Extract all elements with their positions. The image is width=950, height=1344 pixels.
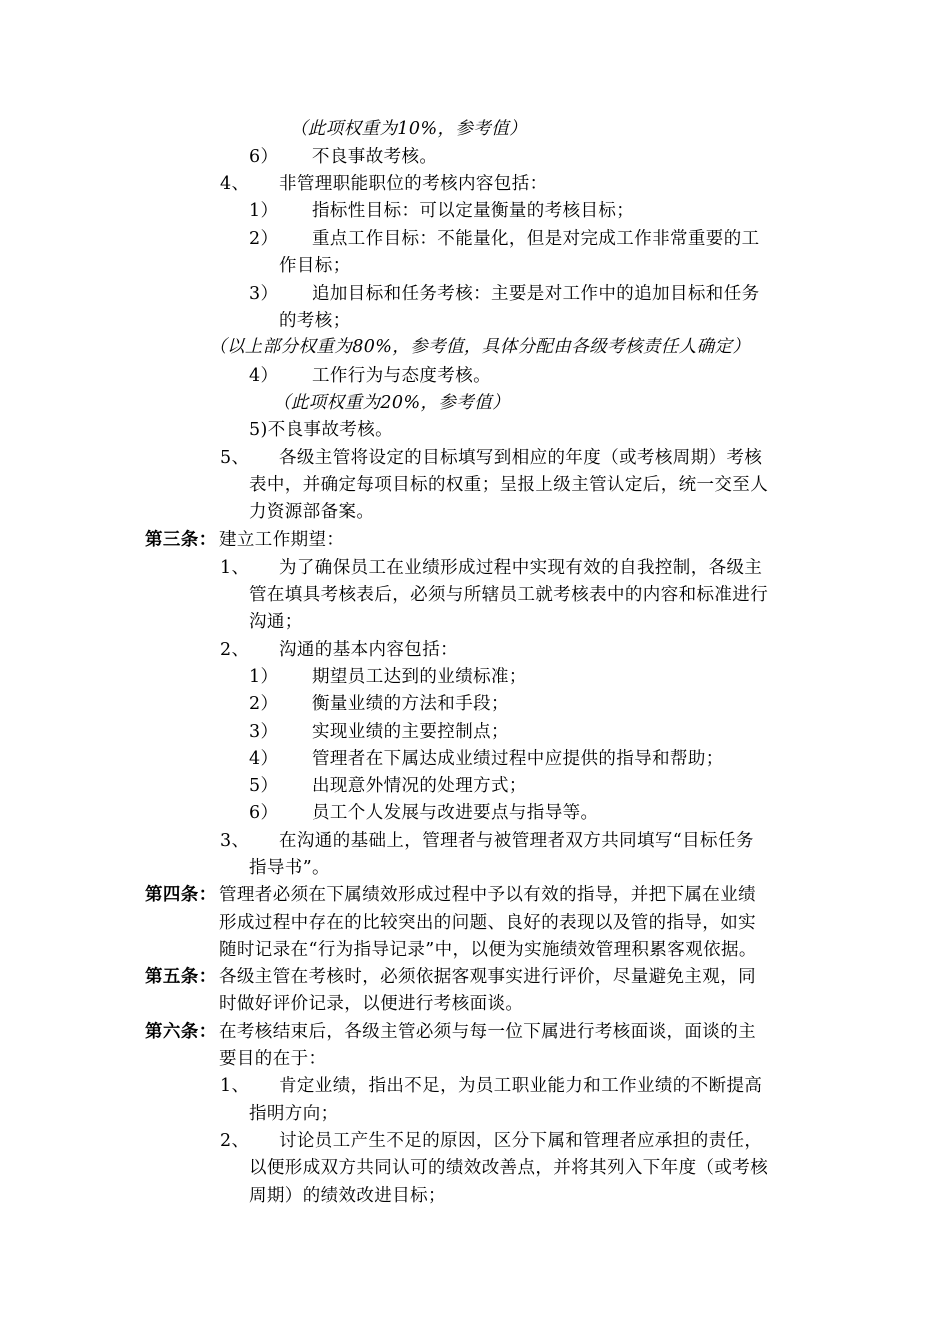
article-text: 建立工作期望：	[219, 530, 345, 550]
item-text: 非管理职能职位的考核内容包括：	[279, 174, 548, 194]
list-item-continuation: 作目标；	[279, 256, 351, 276]
list-item-text: 管理者在下属达成业绩过程中应提供的指导和帮助；	[312, 749, 724, 769]
item-num: 1、	[220, 1076, 250, 1096]
article-text: 管理者必须在下属绩效形成过程中予以有效的指导，并把下属在业绩	[219, 885, 756, 905]
item-continuation: 周期）的绩效改进目标；	[249, 1186, 446, 1206]
article-text: 在考核结束后，各级主管必须与每一位下属进行考核面谈，面谈的主	[219, 1022, 756, 1042]
weight-note-20: （此项权重为20%，参考值）	[273, 393, 510, 413]
list-item-text: 实现业绩的主要控制点；	[312, 722, 509, 742]
weight-note-80: （以上部分权重为80%，参考值，具体分配由各级考核责任人确定）	[209, 337, 751, 357]
list-num: 2）	[249, 229, 279, 249]
article-heading: 第五条：	[145, 967, 217, 987]
list-item-text: 重点工作目标：不能量化，但是对完成工作非常重要的工	[312, 229, 760, 249]
list-item-text: 员工个人发展与改进要点与指导等。	[312, 803, 599, 823]
list-num: 1）	[249, 667, 279, 687]
list-num: 6）	[249, 147, 279, 167]
list-num: 2）	[249, 694, 279, 714]
article-heading: 第六条：	[145, 1022, 217, 1042]
list-item-continuation: 的考核；	[279, 311, 351, 331]
article-text: 各级主管在考核时，必须依据客观事实进行评价，尽量避免主观，同	[219, 967, 756, 987]
list-num: 6）	[249, 803, 279, 823]
list-num: 3）	[249, 284, 279, 304]
list-item-text: 衡量业绩的方法和手段；	[312, 694, 509, 714]
item-continuation: 以便形成双方共同认可的绩效改善点，并将其列入下年度（或考核	[249, 1158, 769, 1178]
list-item-text: 出现意外情况的处理方式；	[312, 776, 527, 796]
item-continuation: 力资源部备案。	[249, 502, 375, 522]
list-num: 5）	[249, 776, 279, 796]
item-num: 3、	[220, 831, 250, 851]
item-continuation: 沟通；	[249, 612, 303, 632]
item-text: 肯定业绩，指出不足，为员工职业能力和工作业绩的不断提高	[279, 1076, 763, 1096]
item-continuation: 指导书”。	[249, 858, 330, 878]
article-continuation: 形成过程中存在的比较突出的问题、良好的表现以及管的指导，如实	[219, 913, 756, 933]
item-text: 在沟通的基础上，管理者与被管理者双方共同填写“目标任务	[279, 831, 754, 851]
list-num: 4）	[249, 366, 279, 386]
list-item-text: 不良事故考核。	[312, 147, 438, 167]
list-item-text: 指标性目标：可以定量衡量的考核目标；	[312, 201, 635, 221]
item-num: 4、	[220, 174, 250, 194]
item-text: 为了确保员工在业绩形成过程中实现有效的自我控制，各级主	[279, 558, 763, 578]
weight-note-10: （此项权重为10%，参考值）	[290, 119, 527, 139]
article-heading: 第三条：	[145, 530, 217, 550]
list-num: 3）	[249, 722, 279, 742]
item-num: 2、	[220, 640, 250, 660]
list-item-text: 追加目标和任务考核：主要是对工作中的追加目标和任务	[312, 284, 760, 304]
list-num: 4）	[249, 749, 279, 769]
article-continuation: 时做好评价记录，以便进行考核面谈。	[219, 994, 524, 1014]
list-item-text: 期望员工达到的业绩标准；	[312, 667, 527, 687]
list-item-text: 5)不良事故考核。	[249, 420, 394, 440]
list-item-text: 工作行为与态度考核。	[312, 366, 491, 386]
item-num: 2、	[220, 1131, 250, 1151]
item-num: 1、	[220, 558, 250, 578]
item-text: 各级主管将设定的目标填写到相应的年度（或考核周期）考核	[279, 448, 763, 468]
item-num: 5、	[220, 448, 250, 468]
item-text: 讨论员工产生不足的原因，区分下属和管理者应承担的责任，	[279, 1131, 763, 1151]
item-continuation: 管在填具考核表后，必须与所辖员工就考核表中的内容和标准进行	[249, 585, 769, 605]
item-text: 沟通的基本内容包括：	[279, 640, 458, 660]
article-heading: 第四条：	[145, 885, 217, 905]
article-continuation: 要目的在于：	[219, 1049, 327, 1069]
item-continuation: 表中，并确定每项目标的权重；呈报上级主管认定后，统一交至人	[249, 475, 769, 495]
article-continuation: 随时记录在“行为指导记录”中，以便为实施绩效管理积累客观依据。	[219, 940, 757, 960]
item-continuation: 指明方向；	[249, 1104, 339, 1124]
list-num: 1）	[249, 201, 279, 221]
